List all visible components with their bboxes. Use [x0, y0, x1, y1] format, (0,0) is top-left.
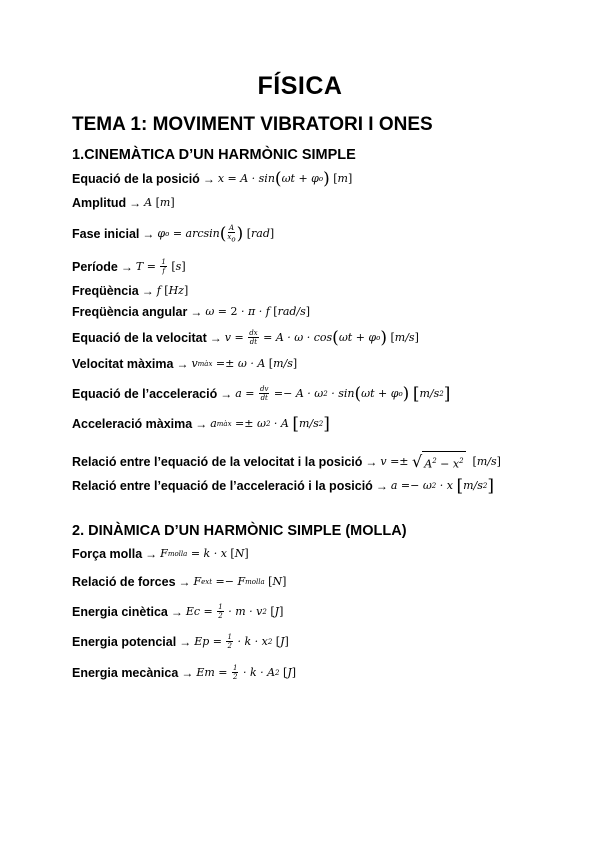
section-2-heading: 2. DINÀMICA D’UN HARMÒNIC SIMPLE (MOLLA)	[72, 523, 407, 539]
formula-position	[72, 171, 352, 187]
formula-math: Ep = $\frac{1}{2}$ · k · x 2 [ J ]	[194, 633, 289, 650]
formula-period	[72, 258, 186, 275]
topic-heading: TEMA 1: MOVIMENT VIBRATORI I ONES	[72, 114, 433, 135]
formula-acceleration	[72, 385, 450, 402]
arrow-icon: →	[195, 417, 208, 431]
formula-angular-frequency	[72, 304, 310, 320]
arrow-icon: →	[179, 634, 192, 649]
formula-max-acceleration	[72, 416, 330, 432]
formula-spring-force	[72, 546, 249, 562]
arrow-icon: →	[120, 259, 133, 274]
arrow-icon: →	[142, 226, 155, 241]
formula-math: a màx =± ω 2 · A [ m/s 2 ]	[210, 414, 330, 434]
formula-label: Freqüència angular	[72, 305, 188, 319]
formula-label: Equació de la posició	[72, 172, 200, 186]
formula-phase	[72, 224, 274, 243]
formula-math: φ o = arcsin ( $\frac{A}{x_o}$ ) [ rad ]	[157, 223, 275, 244]
formula-label: Freqüència	[72, 284, 139, 298]
formula-label: Relació entre l’equació de l’acceleració i la posició	[72, 479, 373, 493]
formula-math: Ec = $\frac{1}{2}$ · m · v 2 [ J ]	[185, 603, 284, 620]
arrow-icon: →	[202, 172, 215, 186]
formula-velocity	[72, 329, 419, 346]
formula-forces-relation	[72, 574, 286, 590]
arrow-icon: →	[170, 604, 183, 619]
formula-math: F ext =− F molla [ N ]	[193, 575, 287, 588]
formula-math: T = $\frac{1}{f}$ [ s ]	[135, 258, 186, 275]
arrow-icon: →	[220, 386, 233, 401]
arrow-icon: →	[190, 305, 203, 319]
formula-acceleration-position-relation	[72, 478, 494, 494]
formula-math: a = $\frac{dv}{dt}$ =− A · ω 2 · sin ( ωt + φ o ) [ m/s 2 ]	[235, 383, 451, 404]
formula-math: x = A · sin ( ωt + φ o ) [ m ]	[217, 169, 353, 189]
arrow-icon: →	[141, 284, 154, 298]
formula-label: Període	[72, 259, 118, 274]
arrow-icon: →	[176, 357, 189, 371]
arrow-icon: →	[375, 479, 388, 493]
formula-math: A [ m ]	[144, 196, 175, 209]
formula-math: Em = $\frac{1}{2}$ · k · A 2 [ J ]	[196, 664, 297, 681]
arrow-icon: →	[145, 547, 158, 561]
formula-label: Equació de l’acceleració	[72, 386, 218, 401]
formula-max-velocity	[72, 356, 297, 372]
formula-velocity-position-relation	[72, 451, 501, 473]
formula-label: Força molla	[72, 547, 143, 561]
formula-math: v màx =± ω · A [ m/s ]	[191, 357, 298, 370]
formula-label: Fase inicial	[72, 226, 140, 241]
formula-math: ω = 2 · π · f [ rad/s ]	[205, 305, 311, 318]
formula-math: v = $\frac{dx}{dt}$ = A · ω · cos ( ωt + φ o ) [ m/s ]	[224, 327, 419, 348]
formula-frequency	[72, 283, 188, 299]
formula-label: Amplitud	[72, 196, 127, 210]
formula-amplitude	[72, 195, 175, 211]
arrow-icon: →	[365, 454, 378, 469]
formula-math: f [ Hz ]	[156, 284, 189, 297]
formula-label: Acceleració màxima	[72, 417, 193, 431]
formula-label: Energia cinètica	[72, 604, 168, 619]
formula-label: Energia mecànica	[72, 665, 179, 680]
formula-potential-energy	[72, 633, 289, 650]
arrow-icon: →	[181, 665, 194, 680]
formula-label: Relació de forces	[72, 575, 176, 589]
formula-label: Relació entre l’equació de la velocitat i la posició	[72, 454, 363, 469]
page-title: FÍSICA	[257, 72, 343, 100]
section-1-heading: 1.CINEMÀTICA D’UN HARMÒNIC SIMPLE	[72, 147, 356, 163]
formula-math: F molla = k · x [ N ]	[160, 547, 249, 560]
arrow-icon: →	[209, 330, 222, 345]
formula-math: v =± √ $A^2 - x^2$ [ m/s ]	[380, 451, 501, 471]
formula-label: Energia potencial	[72, 634, 177, 649]
formula-math: a =− ω 2 · x [ m/s 2 ]	[390, 476, 495, 496]
formula-label: Velocitat màxima	[72, 357, 174, 371]
formula-mechanical-energy	[72, 664, 296, 681]
formula-kinetic-energy	[72, 603, 283, 620]
arrow-icon: →	[178, 575, 191, 589]
formula-label: Equació de la velocitat	[72, 330, 207, 345]
arrow-icon: →	[129, 196, 142, 210]
